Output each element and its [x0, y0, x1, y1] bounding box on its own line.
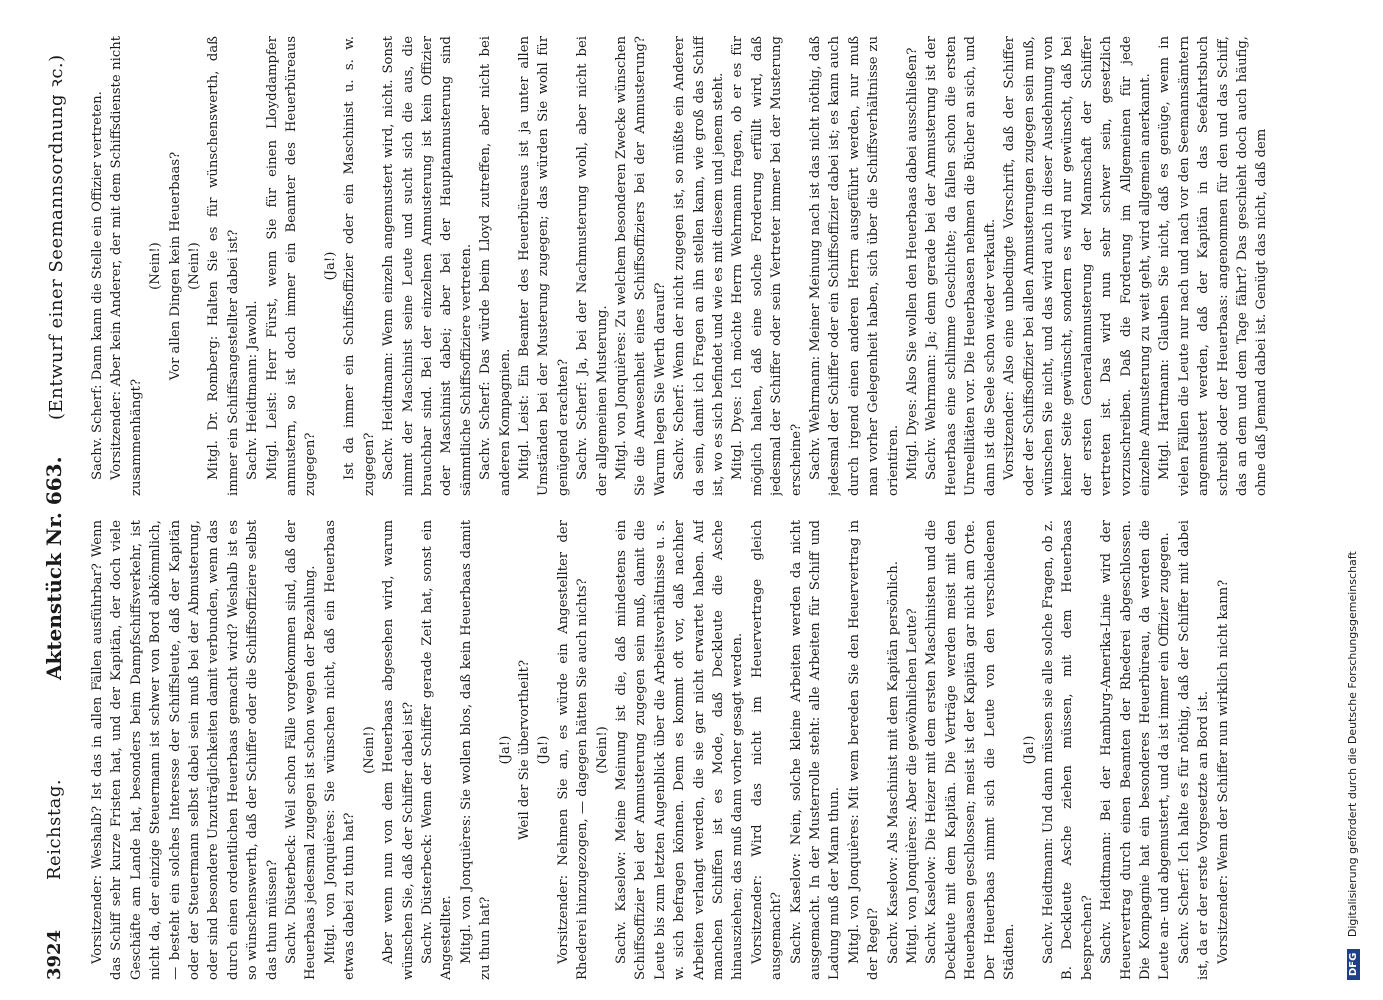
paragraph: Sachv. Wehrmann: Ja; denn gerade bei der Anmusterung ist der Heuerbaas eine schlimme Geschichte; da fallen schon die ersten Unreellitäten vor. Die Heuerbaasen nehmen die Bücher an sich, und dann ist die Seele schon wieder verkauft. — [924, 36, 998, 496]
paragraph: (Ja!) — [322, 251, 338, 281]
digitization-credit — [1346, 20, 1370, 980]
paragraph: Mitgl. Dyes: Also Sie wollen den Heuerbaas dabei ausschließen? — [905, 47, 921, 480]
paragraph: Sachv. Kaselow: Nein, solche kleine Arbeiten werden da nicht ausgemacht. In der Musterrolle steht: alle Arbeiten für Schiff und Ladung muß der Mann thun. — [788, 520, 843, 980]
document-number: Aktenstück Nr. 663. — [42, 456, 66, 680]
paragraph: Mitgl. Hartmann: Glauben Sie nicht, daß es genüge, wenn in vielen Fällen die Leute nur nach und nach vor den Seemannsämtern angemustert werden, daß der Kapitän in das Seefahrtsbuch schreibt oder der Heuerbaas: angenommen für den und das Schiff, das an dem und dem Tage fährt? Das geschieht doch auch häufig, ohne daß Jemand dabei ist. Genügt das nicht, daß dem — [1157, 36, 1270, 496]
section-title: (Entwurf einer Seemannsordnung ꝛc.) — [46, 54, 67, 420]
paragraph: Mitgl. von Jonquières: Sie wünschen nicht, daß ein Heuerbaas etwas dabei zu thun hat? — [322, 520, 358, 980]
paragraph: Mitgl. von Jonquières: Mit wem bereden Sie den Heuervertrag in der Regel? — [846, 520, 882, 980]
paragraph: Vorsitzender: Wird das nicht im Heuervertrage gleich ausgemacht? — [749, 520, 785, 980]
paragraph: Vorsitzender: Nehmen Sie an, es würde ein Angestellter der Rhederei hinzugezogen, — dagegen hätten Sie auch nichts? — [555, 520, 591, 980]
document-page — [40, 30, 1350, 980]
paragraph: Sachv. Scherf: Wenn der nicht zugegen ist, so müßte ein Anderer da sein, damit ich Fragen an ihn stellen kann, wie groß das Schiff ist, wo es sich befindet und wie es mit diesem und jenem steht. — [672, 36, 726, 496]
paragraph: Mitgl. von Jonquières: Aber die gewöhnlichen Leute? — [905, 608, 921, 964]
paragraph: Vorsitzender: Wenn der Schiffer nun wirklich nicht kann? — [1215, 579, 1231, 964]
page-number: 3924 — [44, 929, 65, 980]
digitization-note: Digitalisierung gefördert durch die Deutsche Forschungsgemeinschaft — [1346, 551, 1359, 938]
paragraph: Vorsitzender: Weshalb? Ist das in allen Fällen ausführbar? Wenn das Schiff sehr kurze Fristen hat, und der Kapitän, der doch viele Geschäfte am Lande hat, besonders beim Dampfschiffsverkehr, ist nicht da, der einzige Steuermann ist schwer von Bord abkömmlich, — besteht ein solches Interesse der Schiffsleute, daß der Kapitän oder der Steuermann selbst dabei sein muß bei der Abmusterung, oder sind besondere Unzuträglichkeiten damit verbunden, wenn das durch einen ordentlichen Heuerbaas gemacht wird? Weshalb ist es so wünschenswerth, daß der Schiffer oder die Schiffsoffiziere selbst das thun müssen? — [90, 520, 280, 980]
paragraph: (Ja!) — [497, 735, 513, 765]
paragraph: Sachv. Düsterbeck: Weil schon Fälle vorgekommen sind, daß der Heuerbaas jedesmal zugegen ist schon wegen der Bezahlung. — [284, 520, 319, 980]
paragraph: Ist da immer ein Schiffsoffizier oder ein Maschinist u. s. w. zugegen? — [342, 36, 377, 496]
dfg-logo: DFG — [1347, 949, 1360, 980]
right-text-column — [88, 36, 1338, 496]
paragraph: Vorsitzender: Also eine unbedingte Vorschrift, daß der Schiffer oder der Schiffsoffizier bei allen Anmusterungen zugegen sein muß, wünschen Sie nicht, und das wird auch in dieser Ausdehnung von keiner Seite gewünscht, sondern es wird nur gewünscht, daß bei der ersten Generalanmusterung der Mannschaft der Schiffer vertreten ist. Das wird nun sehr schwer sein, gesetzlich vorzuschreiben. Daß die Forderung im Allgemeinen für jede einzelne Anmusterung zu weit geht, wird allgemein anerkannt. — [1002, 36, 1153, 496]
paragraph: Mitgl. Dr. Romberg: Halten Sie es für wünschenswerth, daß immer ein Schiffsangestellter dabei ist? — [206, 36, 241, 496]
paragraph: Mitgl. von Jonquières: Zu welchem besonderen Zwecke wünschen Sie die Anwesenheit eines Schiffsoffiziers bei der Anmusterung? Warum legen Sie Werth darauf? — [613, 36, 668, 496]
paragraph: Vorsitzender: Aber kein Anderer, der mit dem Schiffsdienste nicht zusammenhängt? — [109, 36, 144, 496]
page-header — [40, 40, 80, 980]
paragraph: Aber wenn nun von dem Heuerbaas abgesehen wird, warum wünschen Sie, daß der Schiffer dabei ist? — [381, 520, 416, 980]
paragraph: (Ja!) — [1021, 735, 1037, 765]
paragraph: Sachv. Düsterbeck: Wenn der Schiffer gerade Zeit hat, sonst ein Angestellter. — [419, 520, 455, 980]
paragraph: Mitgl. Dyes: Ich möchte Herrn Wehrmann fragen, ob er es für möglich halten, daß eine solche Forderung erfüllt wird, daß jedesmal der Schiffer oder sein Vertreter immer bei der Musterung erscheine? — [730, 36, 804, 496]
paragraph: (Nein!) — [594, 726, 610, 774]
paragraph: (Nein!) — [361, 726, 377, 774]
paragraph: Sachv. Kaselow: Meine Meinung ist die, daß mindestens ein Schiffsoffizier bei der Anmusterung zugegen sein muß, damit die Leute bis zum letzten Augenblick über die Arbeitsverhältnisse u. s. w. sich befragen können. Denn es kommt oft vor, daß nachher Arbeiten verlangt werden, die sie gar nicht erwartet haben. Auf manchen Schiffen ist es Mode, daß Deckleute die Asche hinausziehen; das muß dann vorher gesagt werden. — [613, 520, 746, 980]
paragraph: (Nein!) — [148, 242, 164, 290]
paragraph: Sachv. Scherf: Dann kann die Stelle ein Offizier vertreten. — [90, 91, 105, 480]
paragraph: Sachv. Scherf: Ich halte es für nöthig, daß der Schiffer mit dabei ist, da er der erste Vorgesetzte an Bord ist. — [1176, 520, 1212, 980]
paragraph: Sachv. Heidtmann: Und dann müssen sie alle solche Fragen, ob z. B. Deckleute Asche ziehen müssen, mit dem Heuerbaas besprechen? — [1040, 520, 1095, 980]
paragraph: Sachv. Heidtmann: Wenn einzeln angemustert wird, nicht. Sonst nimmt der Maschinist seine Leute und sucht sich die aus, die brauchbar sind. Bei der einzelnen Anmusterung ist kein Offizier oder Maschinist dabei; aber bei der Hauptanmusterung sind sämmtliche Schiffsoffiziere vertreten. — [381, 36, 474, 496]
paragraph: Sachv. Heidtmann: Jawohl. — [245, 300, 261, 480]
paragraph: Mitgl. von Jonquières: Sie wollen blos, daß kein Heuerbaas damit zu thun hat? — [458, 520, 494, 980]
paragraph: Sachv. Wehrmann: Meiner Meinung nach ist das nicht nöthig, daß jedesmal der Schiffer oder ein Schiffsoffizier dabei ist; es kann auch durch irgend einen anderen Herrn ausgeführt werden, nur muß man vorher Gelegenheit haben, sich über die Schiffsverhältnisse zu orientiren. — [808, 36, 901, 496]
paragraph: Sachv. Scherf: Ja, bei der Nachmusterung wohl, aber nicht bei der allgemeinen Musterung. — [575, 36, 610, 496]
paragraph: Weil der Sie übervortheilt? — [516, 659, 532, 841]
paragraph: Sachv. Kaselow: Als Maschinist mit dem Kapitän persönlich. — [885, 561, 901, 964]
paragraph: (Ja!) — [536, 735, 552, 765]
paragraph: Sachv. Kaselow: Die Heizer mit dem ersten Maschinisten und die Deckleute mit dem Kapitän. Die Verträge werden meist mit den Heuerbaasen geschlossen; meist ist der Kapitän gar nicht am Orte. Der Heuerbaas nimmt sich die Leute von den verschiedenen Städten. — [924, 520, 1018, 980]
running-head: Reichstag. — [44, 778, 65, 880]
paragraph: Sachv. Scherf: Das würde beim Lloyd zutreffen, aber nicht bei anderen Kompagnien. — [478, 36, 513, 496]
paragraph: Vor allen Dingen kein Heuerbaas? — [167, 151, 183, 381]
paragraph: Mitgl. Leist: Ein Beamter des Heuerbüreaus ist ja unter allen Umständen bei der Musterung zugegen; das würden Sie wohl für genügend erachten? — [516, 36, 571, 496]
paragraph: Mitgl. Leist: Herr Fürst, wenn Sie für einen Lloyddampfer anmustern, so ist doch immer ein Beamter des Heuerbüreaus zugegen? — [264, 36, 319, 496]
paragraph: Sachv. Heidtmann: Bei der Hamburg-Amerika-Linie wird der Heuervertrag durch einen Beamten der Rhederei abgeschlossen. Die Kompagnie hat ein besonderes Heuerbüreau, da werden die Leute an- und abgemustert, und da ist immer ein Offizier zugegen. — [1099, 520, 1173, 980]
left-text-column — [88, 520, 1338, 980]
paragraph: (Nein!) — [187, 242, 203, 290]
